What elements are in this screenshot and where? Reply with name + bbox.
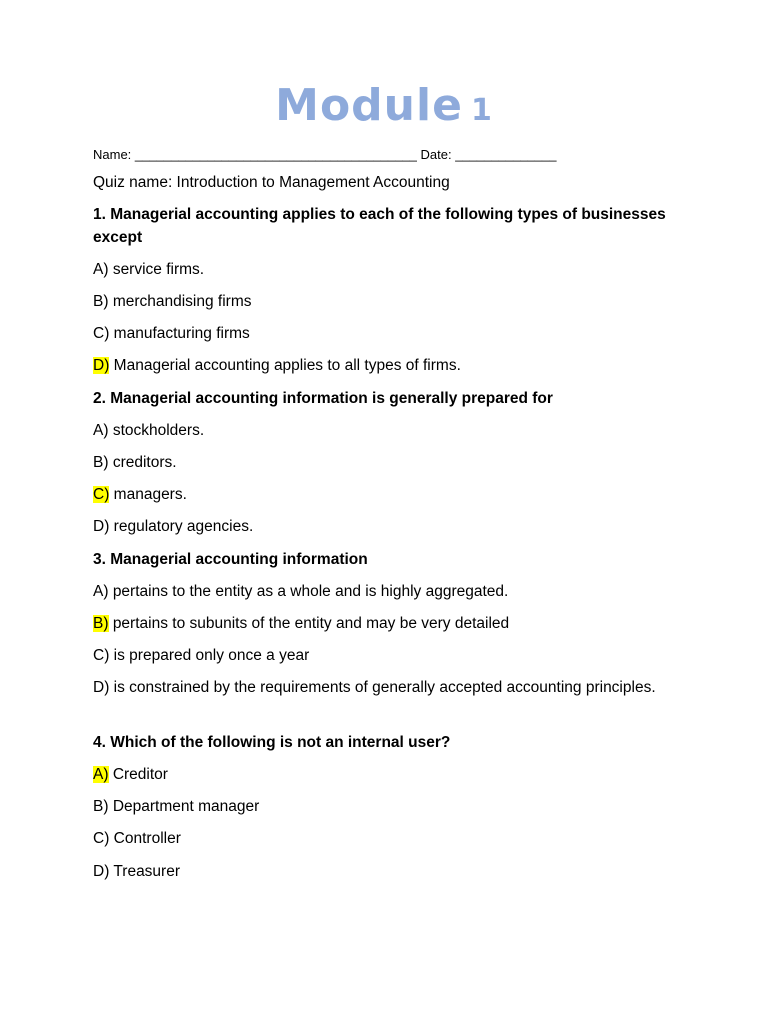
option-text: stockholders. (112, 422, 205, 439)
q4-option-c (93, 827, 693, 850)
q2-option-d (93, 515, 693, 538)
q1-option-b (93, 290, 693, 313)
option-text: Managerial accounting applies to all types of firms. (113, 357, 461, 374)
option-text: is prepared only once a year (113, 647, 310, 664)
option-text: managers. (113, 486, 187, 503)
option-text: manufacturing firms (113, 325, 250, 342)
option-letter: A) (93, 583, 109, 600)
option-letter: B) (93, 798, 109, 815)
option-text: Creditor (112, 766, 168, 783)
option-text: is constrained by the requirements of generally accepted accounting principles. (113, 679, 656, 696)
date-blank: ______________ (455, 147, 557, 162)
option-letter: A) (93, 422, 109, 439)
option-text: Treasurer (113, 863, 180, 880)
question-1: 1. Managerial accounting applies to each of the following types of businesses except (93, 206, 666, 246)
option-letter: C) (93, 830, 110, 847)
quiz-name: Quiz name: Introduction to Management Accounting (93, 174, 450, 191)
q3-option-a (93, 580, 693, 603)
answer-highlight-letter: A) (93, 766, 109, 783)
q3-option-c (93, 644, 693, 667)
option-letter: D) (93, 518, 110, 535)
name-label: Name: (93, 147, 132, 162)
option-text: service firms. (112, 261, 205, 278)
option-letter: B) (93, 293, 109, 310)
option-letter: B) (93, 454, 109, 471)
question-3: 3. Managerial accounting information (93, 551, 368, 568)
option-text: Department manager (112, 798, 260, 815)
option-text: pertains to subunits of the entity and may be very detailed (112, 615, 510, 632)
option-text: regulatory agencies. (113, 518, 254, 535)
option-text: Controller (113, 830, 181, 847)
q3-option-b (93, 612, 693, 635)
q2-option-c (93, 483, 693, 506)
date-label: Date: (420, 147, 452, 162)
option-text: pertains to the entity as a whole and is highly aggregated. (112, 583, 509, 600)
option-letter: C) (93, 647, 110, 664)
q4-option-b (93, 795, 693, 818)
q1-option-a (93, 258, 693, 281)
q1-option-c (93, 322, 693, 345)
option-letter: C) (93, 325, 110, 342)
answer-highlight-letter: B) (93, 615, 109, 632)
q2-option-b (93, 451, 693, 474)
name-blank: _______________________________________ (134, 147, 417, 162)
option-letter: D) (93, 863, 110, 880)
question-4: 4. Which of the following is not an internal user? (93, 734, 451, 751)
answer-highlight-letter: C) (93, 486, 110, 503)
title-word: Module (275, 80, 463, 131)
q4-option-a (93, 763, 693, 786)
q2-option-a (93, 419, 693, 442)
q1-option-d (93, 354, 693, 377)
name-date-line (93, 143, 693, 166)
option-letter: D) (93, 679, 110, 696)
q3-option-d (93, 676, 683, 699)
question-2: 2. Managerial accounting information is generally prepared for (93, 390, 553, 407)
option-text: merchandising firms (112, 293, 252, 310)
answer-highlight-letter: D) (93, 357, 110, 374)
q4-option-d (93, 860, 693, 883)
option-letter: A) (93, 261, 109, 278)
page-title (0, 78, 768, 139)
title-number: 1 (470, 93, 493, 128)
option-text: creditors. (112, 454, 177, 471)
